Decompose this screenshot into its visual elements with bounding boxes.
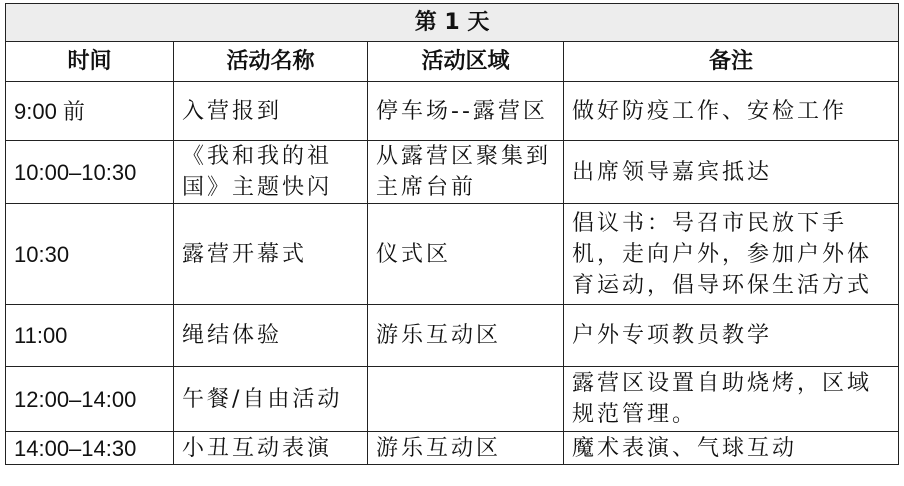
activity-area-cell bbox=[368, 367, 564, 432]
notes-cell: 做好防疫工作、安检工作 bbox=[564, 82, 899, 141]
table-row bbox=[6, 305, 899, 367]
table-row bbox=[6, 204, 899, 305]
header-row bbox=[6, 42, 899, 82]
activity-area-cell: 停车场--露营区 bbox=[368, 82, 564, 141]
activity-name-cell: 小丑互动表演 bbox=[174, 432, 368, 465]
table-row bbox=[6, 432, 899, 465]
time-cell: 10:30 bbox=[6, 204, 174, 305]
time-cell: 9:00 前 bbox=[6, 82, 174, 141]
notes-cell: 倡议书：号召市民放下手机，走向户外，参加户外体育运动，倡导环保生活方式 bbox=[564, 204, 899, 305]
activity-area-cell: 游乐互动区 bbox=[368, 305, 564, 367]
activity-name-cell: 午餐/自由活动 bbox=[174, 367, 368, 432]
activity-area-cell: 游乐互动区 bbox=[368, 432, 564, 465]
activity-area-cell: 仪式区 bbox=[368, 204, 564, 305]
header-notes: 备注 bbox=[564, 42, 899, 82]
notes-cell: 出席领导嘉宾抵达 bbox=[564, 141, 899, 204]
day-title: 第 1 天 bbox=[6, 4, 899, 42]
table-row bbox=[6, 141, 899, 204]
header-time: 时间 bbox=[6, 42, 174, 82]
time-cell: 14:00–14:30 bbox=[6, 432, 174, 465]
notes-cell: 露营区设置自助烧烤，区域规范管理。 bbox=[564, 367, 899, 432]
table-row bbox=[6, 82, 899, 141]
time-cell: 11:00 bbox=[6, 305, 174, 367]
schedule-table bbox=[5, 3, 899, 465]
table-title-row bbox=[6, 4, 899, 42]
table-row bbox=[6, 367, 899, 432]
activity-name-cell: 《我和我的祖国》主题快闪 bbox=[174, 141, 368, 204]
header-activity-name: 活动名称 bbox=[174, 42, 368, 82]
activity-area-cell: 从露营区聚集到主席台前 bbox=[368, 141, 564, 204]
header-activity-area: 活动区域 bbox=[368, 42, 564, 82]
activity-name-cell: 入营报到 bbox=[174, 82, 368, 141]
activity-name-cell: 绳结体验 bbox=[174, 305, 368, 367]
notes-cell: 魔术表演、气球互动 bbox=[564, 432, 899, 465]
time-cell: 10:00–10:30 bbox=[6, 141, 174, 204]
time-cell: 12:00–14:00 bbox=[6, 367, 174, 432]
notes-cell: 户外专项教员教学 bbox=[564, 305, 899, 367]
activity-name-cell: 露营开幕式 bbox=[174, 204, 368, 305]
